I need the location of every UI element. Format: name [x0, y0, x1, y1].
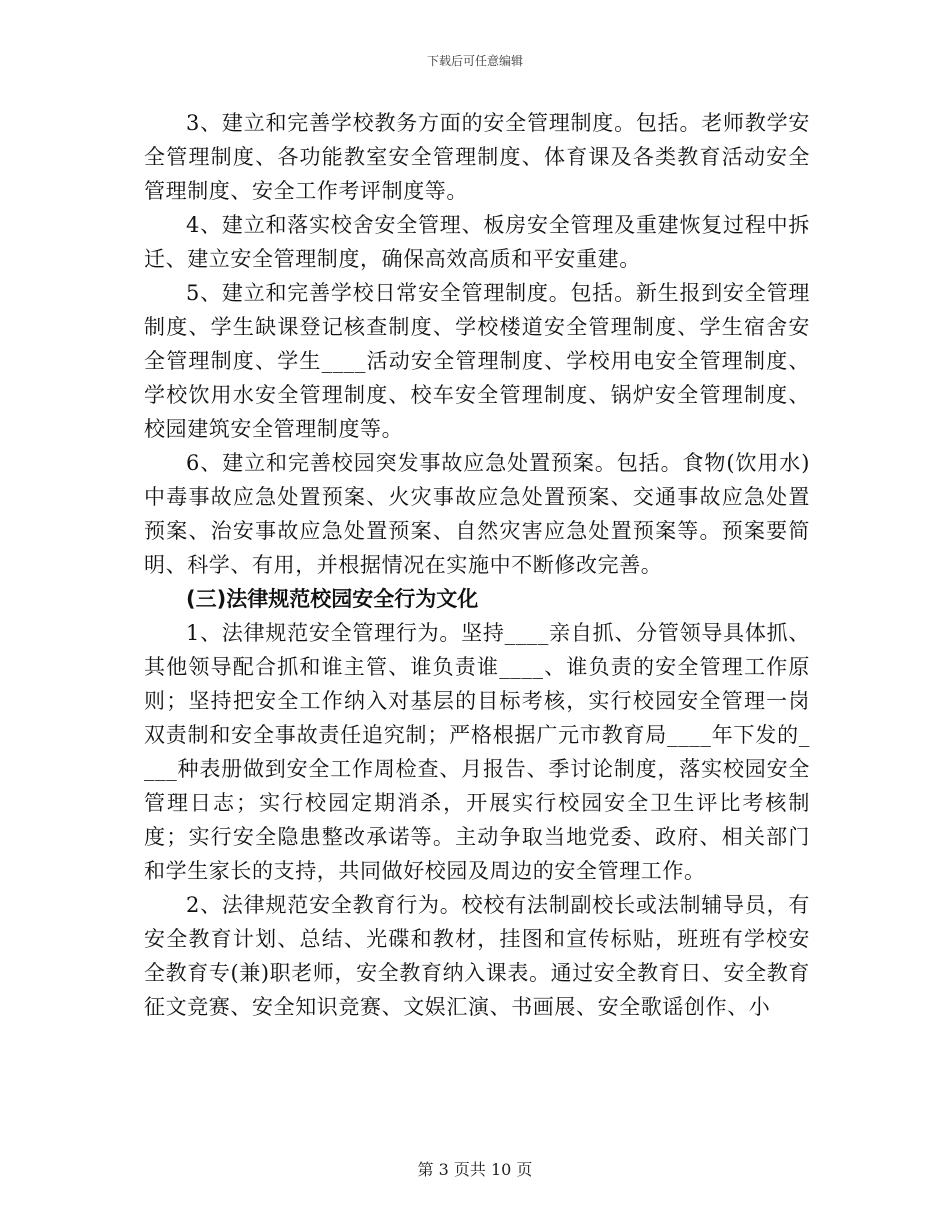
- paragraph-item-6: 6、建立和完善校园突发事故应急处置预案。包括。食物(饮用水)中毒事故应急处置预案、火灾事故应急处置预案、交通事故应急处置预案、治安事故应急处置预案、自然灾害应急处置预案等。预案要简明、科学、有用，并根据情况在实施中不断修改完善。: [144, 451, 810, 577]
- section-heading: (三)法律规范校园安全行为文化: [186, 587, 479, 611]
- document-body: [144, 106, 810, 1024]
- page-number-footer: 第 3 页共 10 页: [417, 1160, 533, 1179]
- section-paragraph-1: 1、法律规范安全管理行为。坚持____亲自抓、分管领导具体抓、其他领导配合抓和谁主管、谁负责谁____、谁负责的安全管理工作原则；坚持把安全工作纳入对基层的目标考核，实行校园安全管理一岗双责制和安全事故责任追究制；严格根据广元市教育局____年下发的____种表册做到安全工作周检查、月报告、季讨论制度，落实校园安全管理日志；实行校园定期消杀，开展实行校园安全卫生评比考核制度；实行安全隐患整改承诺等。主动争取当地党委、政府、相关部门和学生家长的支持，共同做好校园及周边的安全管理工作。: [144, 621, 810, 883]
- paragraph-item-4: 4、建立和落实校舍安全管理、板房安全管理及重建恢复过程中拆迁、建立安全管理制度，确保高效高质和平安重建。: [144, 213, 810, 271]
- page-header-note: 下载后可任意编辑: [426, 54, 523, 68]
- paragraph-item-5: 5、建立和完善学校日常安全管理制度。包括。新生报到安全管理制度、学生缺课登记核查制度、学校楼道安全管理制度、学生宿舍安全管理制度、学生____活动安全管理制度、学校用电安全管理制度、学校饮用水安全管理制度、校车安全管理制度、锅炉安全管理制度、校园建筑安全管理制度等。: [144, 281, 810, 441]
- paragraph-item-3: 3、建立和完善学校教务方面的安全管理制度。包括。老师教学安全管理制度、各功能教室安全管理制度、体育课及各类教育活动安全管理制度、安全工作考评制度等。: [144, 111, 810, 203]
- section-paragraph-2: 2、法律规范安全教育行为。校校有法制副校长或法制辅导员，有安全教育计划、总结、光碟和教材，挂图和宣传标贴，班班有学校安全教育专(兼)职老师，安全教育纳入课表。通过安全教育日、安全教育征文竞赛、安全知识竞赛、文娱汇演、书画展、安全歌谣创作、小: [144, 893, 810, 1019]
